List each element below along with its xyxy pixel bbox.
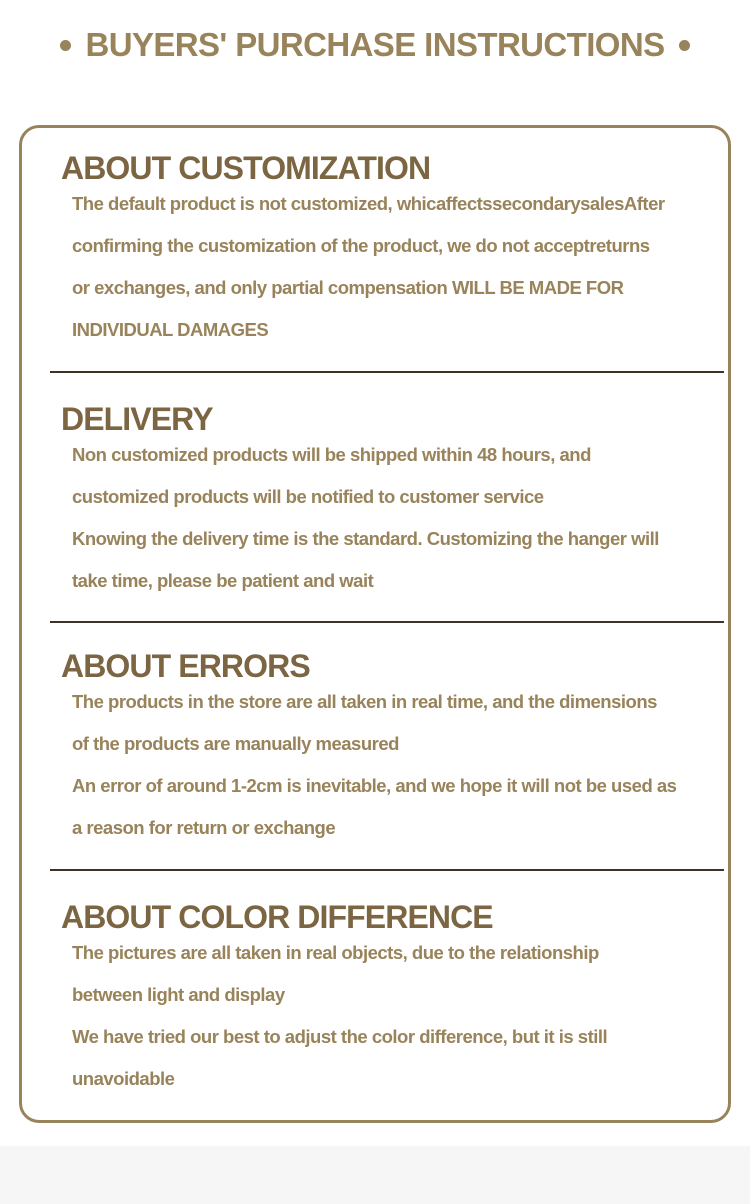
section-line: customized products will be notified to customer service [72,486,544,507]
bullet-dot-right [679,40,690,51]
section-body [72,434,712,602]
section-line: take time, please be patient and wait [72,570,374,591]
section-line: a reason for return or exchange [72,817,336,838]
section-divider [50,621,724,623]
bullet-dot-left [60,40,71,51]
section-line: An error of around 1-2cm is inevitable, and we hope it will not be used as [72,775,677,796]
section-line: Non customized products will be shipped within 48 hours, and [72,444,591,465]
section-line: unavoidable [72,1068,175,1089]
section-line: between light and display [72,984,285,1005]
section-body [72,932,712,1100]
section-line: Knowing the delivery time is the standard. Customizing the hanger will [72,528,659,549]
section-heading: ABOUT COLOR DIFFERENCE [61,899,493,935]
section-line: confirming the customization of the product, we do not acceptreturns [72,235,650,256]
section-line: The default product is not customized, whicaffectssecondarysalesAfter [72,193,665,214]
section-heading: ABOUT ERRORS [61,648,310,684]
section-line: We have tried our best to adjust the color difference, but it is still [72,1026,608,1047]
section-body [72,183,712,351]
section-line: The pictures are all taken in real objects, due to the relationship [72,942,599,963]
section-heading: DELIVERY [61,401,213,437]
page-header [0,22,750,68]
section-line: or exchanges, and only partial compensation WILL BE MADE FOR [72,277,624,298]
section-divider [50,869,724,871]
section-divider [50,371,724,373]
section-line: INDIVIDUAL DAMAGES [72,319,269,340]
section-heading: ABOUT CUSTOMIZATION [61,150,431,186]
section-line: of the products are manually measured [72,733,399,754]
section-body [72,681,712,849]
section-line: The products in the store are all taken in real time, and the dimensions [72,691,657,712]
bottom-band [0,1146,750,1204]
page-title: BUYERS' PURCHASE INSTRUCTIONS [85,26,665,63]
